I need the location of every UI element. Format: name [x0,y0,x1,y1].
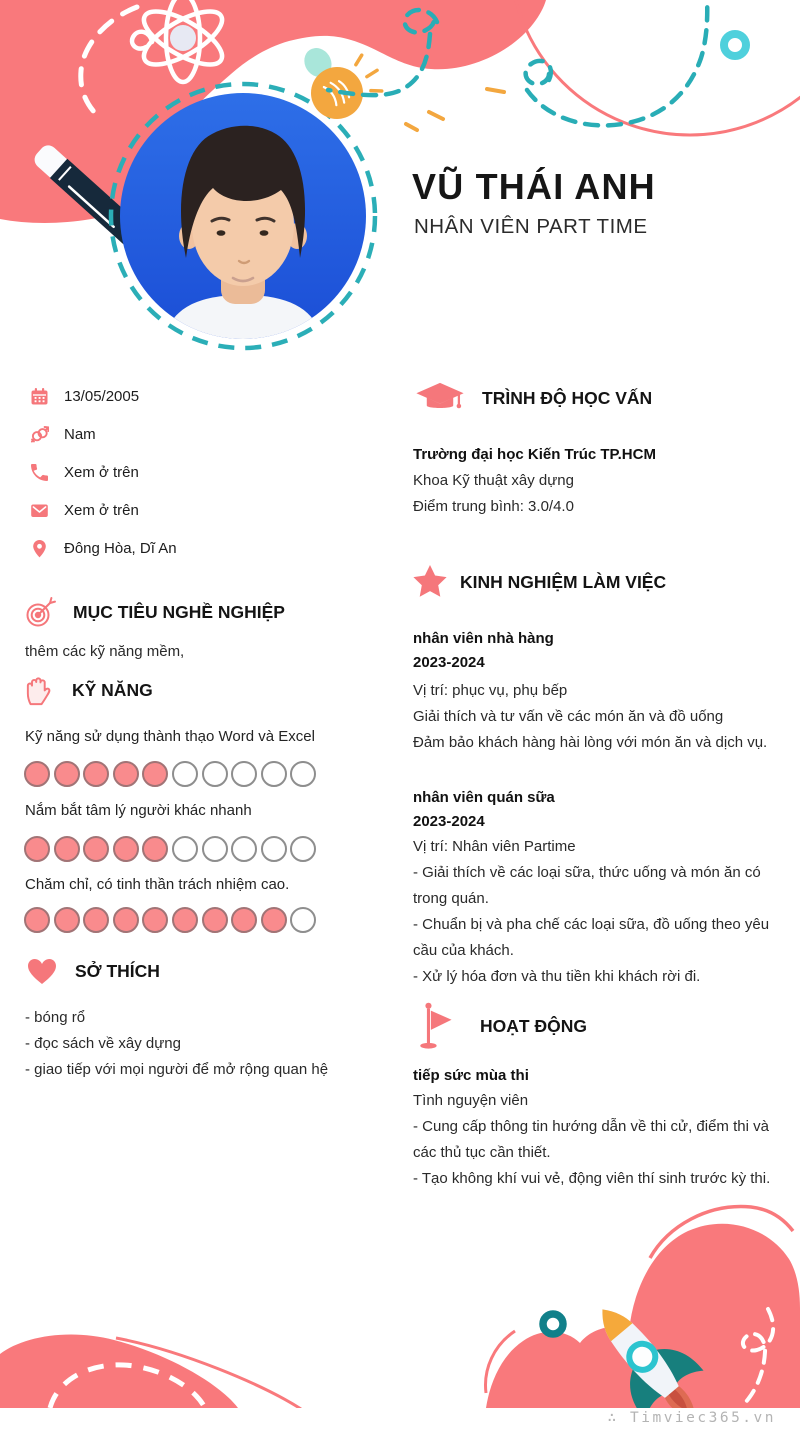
job-period: 2023-2024 [413,813,485,830]
footer-blob-left [0,1335,238,1408]
education-block [413,442,778,520]
job-line: - Xử lý hóa đơn và thu tiền khi khách rời đi. [413,968,701,985]
hobby-item: - bóng rổ [25,1009,86,1026]
skill-dot-empty [261,836,287,862]
section-header-experience [411,563,666,601]
skill-dots [24,836,320,862]
site-watermark: ∴ Timviec365.vn [607,1410,776,1426]
section-header-skills [23,672,153,708]
heart-icon [25,955,59,987]
skill-dot-filled [83,761,109,787]
education-heading: TRÌNH ĐỘ HỌC VẤN [482,387,653,408]
job-entry [413,627,778,756]
skill-dot-filled [231,907,257,933]
profile-photo [120,93,366,350]
skill-label: Kỹ năng sử dụng thành thạo Word và Excel [25,728,315,745]
activity-line: Tình nguyện viên [413,1092,529,1109]
hobby-item: - giao tiếp với mọi người để mở rộng quan hệ [25,1061,329,1078]
skill-dots [24,907,320,933]
job-line: Đảm bảo khách hàng hài lòng với món ăn và dịch vụ. [413,734,768,751]
education-gpa: Điểm trung bình: 3.0/4.0 [413,498,574,515]
job-title: nhân viên nhà hàng [413,630,554,647]
contact-row-address [30,529,177,567]
activities-heading: HOẠT ĐỘNG [480,1015,587,1036]
teal-donut-icon [543,1314,563,1334]
skill-dot-empty [290,761,316,787]
skill-dot-filled [261,907,287,933]
skill-dot-filled [54,836,80,862]
activity-line: - Cung cấp thông tin hướng dẫn về thi cử, điểm thi và các thủ tục cần thiết. [413,1118,769,1161]
skill-dot-filled [113,761,139,787]
birthday-value: 13/05/2005 [64,387,140,405]
section-header-objective [25,596,285,628]
skill-dot-filled [142,907,168,933]
skill-dot-filled [54,761,80,787]
job-line: - Chuẩn bị và pha chế các loại sữa, đồ uống theo yêu cầu của khách. [413,916,770,959]
hand-icon [23,672,53,708]
phone-icon [30,463,49,482]
contact-row-email [30,491,177,529]
experience-heading: KINH NGHIỆM LÀM VIỆC [460,571,667,592]
skill-label: Chăm chỉ, có tinh thần trách nhiệm cao. [25,876,290,893]
star-icon [411,563,449,601]
skill-dot-filled [24,761,50,787]
skill-dot-empty [261,761,287,787]
contact-row-gender [30,415,177,453]
contact-info [30,377,177,567]
cyan-donut-icon [724,34,746,56]
education-school: Trường đại học Kiến Trúc TP.HCM [413,446,656,463]
job-line: - Giải thích về các loại sữa, thức uống và món ăn có trong quán. [413,864,761,907]
contact-row-phone [30,453,177,491]
section-header-activities [418,1001,587,1051]
job-title: nhân viên quán sữa [413,789,555,806]
skill-dot-empty [231,761,257,787]
hobbies-heading: SỞ THÍCH [75,960,160,981]
objective-text: thêm các kỹ năng mềm, [25,643,185,660]
gender-icon [30,425,49,444]
skill-dot-filled [83,836,109,862]
job-line: Vị trí: phục vụ, phụ bếp [413,682,568,699]
job-description [413,678,778,756]
candidate-name: VŨ THÁI ANH [412,166,656,207]
section-header-education [413,381,652,415]
skill-dot-empty [231,836,257,862]
activity-description [413,1088,778,1192]
candidate-job-title: NHÂN VIÊN PART TIME [414,215,648,238]
skill-dot-filled [54,907,80,933]
job-description [413,834,778,990]
skill-dot-filled [142,761,168,787]
address-value: Đông Hòa, Dĩ An [64,539,177,557]
activity-entry [413,1064,778,1192]
skills-heading: KỸ NĂNG [72,679,153,700]
job-line: Vị trí: Nhân viên Partime [413,838,576,855]
skill-dot-filled [202,907,228,933]
skill-dot-empty [202,836,228,862]
education-faculty: Khoa Kỹ thuật xây dựng [413,472,574,489]
skill-dot-empty [290,836,316,862]
skill-dot-empty [290,907,316,933]
objective-heading: MỤC TIÊU NGHỀ NGHIỆP [73,601,285,622]
skill-dot-filled [24,907,50,933]
email-value: Xem ở trên [64,501,139,519]
contact-row-birthday [30,377,177,415]
hobbies-list [25,1005,395,1083]
gender-value: Nam [64,425,96,443]
skill-dot-filled [24,836,50,862]
skill-dot-filled [83,907,109,933]
activity-title: tiếp sức mùa thi [413,1067,529,1084]
skill-label: Nắm bắt tâm lý người khác nhanh [25,802,252,819]
mail-icon [30,501,49,520]
skill-dot-empty [172,836,198,862]
skill-dot-empty [202,761,228,787]
skill-dot-filled [172,907,198,933]
activity-line: - Tạo không khí vui vẻ, động viên thí sinh trước kỳ thi. [413,1170,771,1187]
section-header-hobbies [25,955,160,987]
skill-dot-filled [142,836,168,862]
graduation-cap-icon [413,381,467,415]
job-period: 2023-2024 [413,654,485,671]
flag-icon [418,1001,462,1051]
skill-dot-filled [113,836,139,862]
job-entry [413,786,778,990]
calendar-icon [30,387,49,406]
target-icon [25,596,57,628]
skill-dot-empty [172,761,198,787]
orange-dashes [406,89,504,130]
location-icon [30,539,49,558]
skill-dots [24,761,320,787]
phone-value: Xem ở trên [64,463,139,481]
skill-dot-filled [113,907,139,933]
job-line: Giải thích và tư vấn về các món ăn và đồ uống [413,708,724,725]
hobby-item: - đọc sách về xây dựng [25,1035,181,1052]
